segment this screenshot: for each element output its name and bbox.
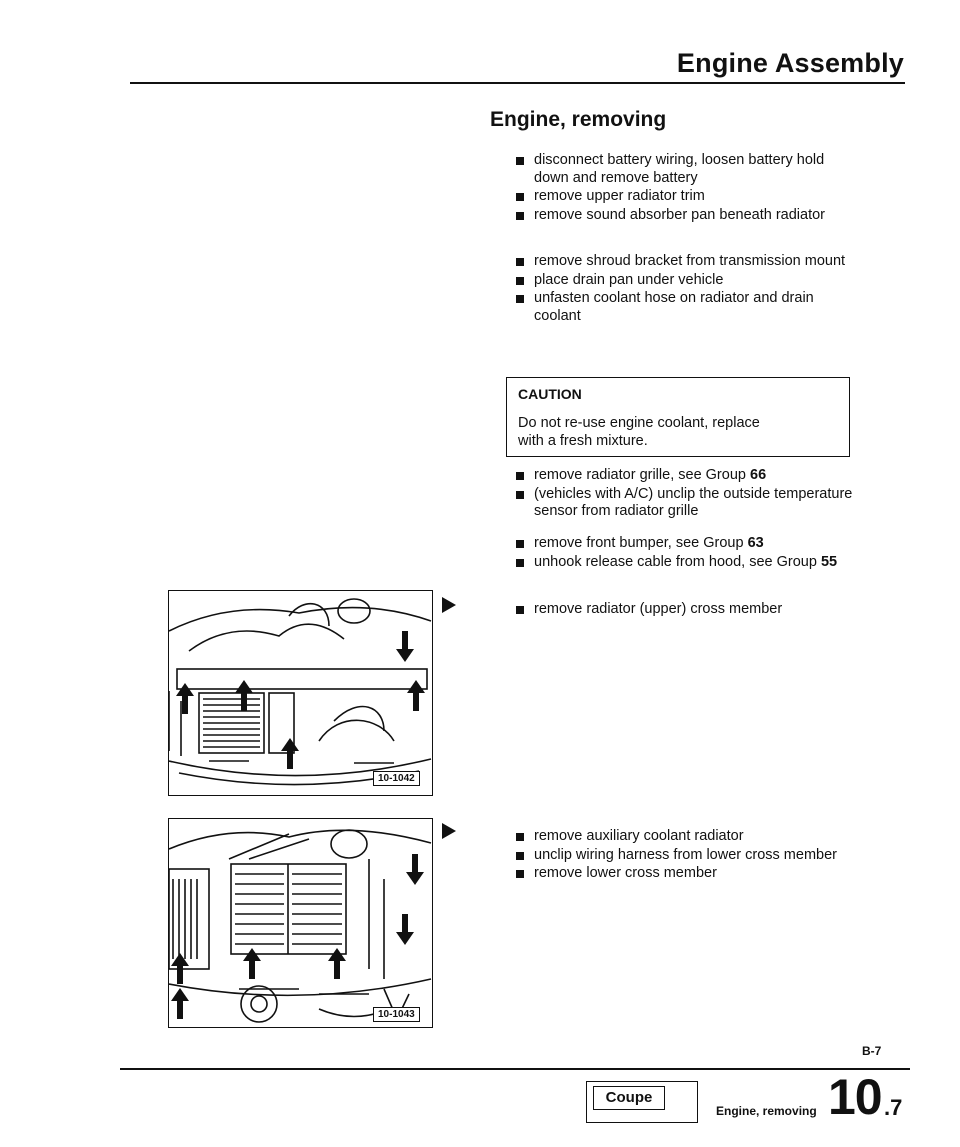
- caution-text: Do not re-use engine coolant, replace with a fresh mixture.: [518, 415, 760, 449]
- header-rule: [130, 82, 905, 84]
- footer-section-name: Engine, removing: [716, 1104, 817, 1118]
- footer-rule: [120, 1068, 910, 1070]
- page-number-minor: .7: [884, 1095, 903, 1120]
- section-title: Engine, removing: [490, 108, 667, 131]
- step-item: remove front bumper, see Group 63: [516, 535, 856, 553]
- step-item: remove auxiliary coolant radiator: [516, 828, 856, 846]
- step-item: remove sound absorber pan beneath radiator: [516, 207, 856, 225]
- engine-bay-drawing: [169, 591, 433, 796]
- page-number-major: 10: [828, 1069, 882, 1125]
- figure-label: 10-1043: [373, 1007, 420, 1022]
- step-list-3: [516, 467, 856, 521]
- step-item: (vehicles with A/C) unclip the outside temperature sensor from radiator grille: [516, 486, 856, 521]
- model-label: Coupe: [593, 1086, 665, 1110]
- step-item: unfasten coolant hose on radiator and drain coolant: [516, 290, 856, 325]
- step-list-4: [516, 535, 856, 571]
- lower-cross-member-drawing: [169, 819, 433, 1028]
- step-item: remove upper radiator trim: [516, 188, 856, 206]
- step-item: unhook release cable from hood, see Group 55: [516, 554, 856, 572]
- step-item: place drain pan under vehicle: [516, 272, 856, 290]
- caution-box: [506, 377, 850, 457]
- step-list-6: [516, 828, 856, 883]
- step-item: unclip wiring harness from lower cross member: [516, 847, 856, 865]
- step-item: remove radiator grille, see Group 66: [516, 467, 856, 485]
- step-item: remove radiator (upper) cross member: [516, 601, 856, 619]
- step-item: remove lower cross member: [516, 865, 856, 883]
- figure-illustration-1: [168, 590, 433, 796]
- page-header-title: Engine Assembly: [676, 48, 904, 78]
- step-item: disconnect battery wiring, loosen battery hold down and remove battery: [516, 152, 856, 187]
- figure-illustration-2: [168, 818, 433, 1028]
- pointer-arrow-icon: [442, 823, 456, 839]
- pointer-arrow-icon: [442, 597, 456, 613]
- step-list-2: [516, 253, 856, 325]
- footer-code: B-7: [862, 1044, 882, 1058]
- step-item: remove shroud bracket from transmission mount: [516, 253, 856, 271]
- caution-title: CAUTION: [518, 386, 582, 402]
- step-list-5: [516, 601, 856, 619]
- figure-label: 10-1042: [373, 771, 420, 786]
- model-badge: [586, 1081, 698, 1123]
- step-list-1: [516, 152, 856, 224]
